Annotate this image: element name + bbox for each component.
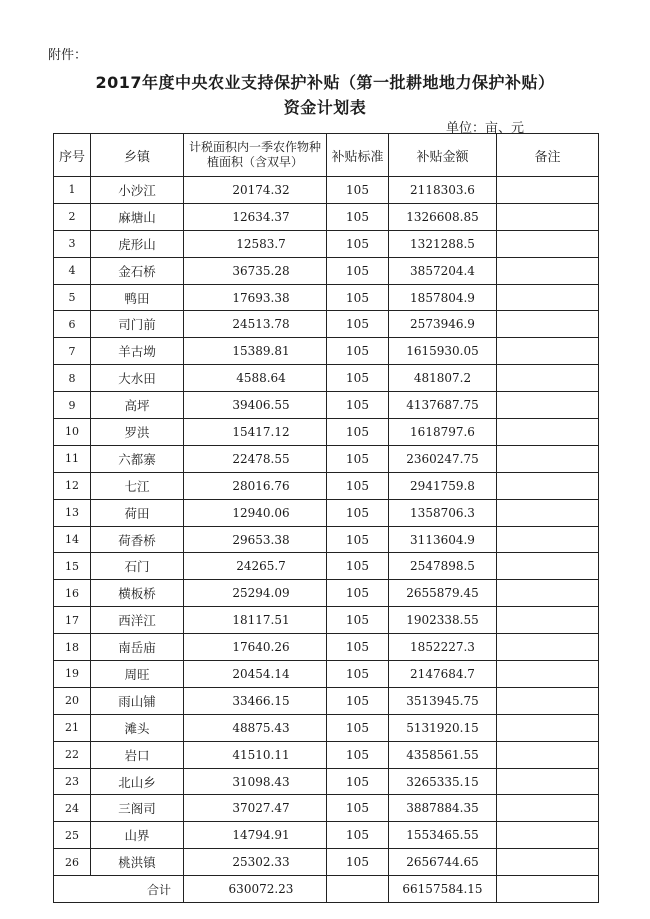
- cell-remark: [497, 392, 599, 419]
- cell-seq: 3: [54, 230, 91, 257]
- cell-amount: 2547898.5: [389, 553, 497, 580]
- cell-town: 鸭田: [91, 284, 184, 311]
- table-row: [54, 338, 599, 365]
- cell-area: 12634.37: [184, 203, 327, 230]
- table-row: [54, 768, 599, 795]
- table-row: [54, 714, 599, 741]
- cell-remark: [497, 714, 599, 741]
- cell-remark: [497, 741, 599, 768]
- cell-area: 12940.06: [184, 499, 327, 526]
- table-row: [54, 392, 599, 419]
- cell-town: 桃洪镇: [91, 849, 184, 876]
- cell-town: 三阁司: [91, 795, 184, 822]
- cell-remark: [497, 499, 599, 526]
- cell-amount: 3887884.35: [389, 795, 497, 822]
- cell-seq: 4: [54, 257, 91, 284]
- table-row: [54, 822, 599, 849]
- cell-town: 七江: [91, 472, 184, 499]
- cell-town: 大水田: [91, 365, 184, 392]
- cell-standard: 105: [327, 714, 389, 741]
- cell-amount: 1852227.3: [389, 634, 497, 661]
- cell-amount: 3265335.15: [389, 768, 497, 795]
- table-row: [54, 849, 599, 876]
- cell-town: 南岳庙: [91, 634, 184, 661]
- cell-standard: 105: [327, 177, 389, 204]
- cell-seq: 7: [54, 338, 91, 365]
- cell-seq: 22: [54, 741, 91, 768]
- cell-area: 31098.43: [184, 768, 327, 795]
- cell-town: 小沙江: [91, 177, 184, 204]
- cell-town: 高坪: [91, 392, 184, 419]
- cell-town: 山界: [91, 822, 184, 849]
- table-row: [54, 419, 599, 446]
- header-seq: 序号: [54, 134, 91, 177]
- cell-area: 12583.7: [184, 230, 327, 257]
- table-row: [54, 634, 599, 661]
- cell-seq: 19: [54, 661, 91, 688]
- cell-standard: 105: [327, 284, 389, 311]
- cell-amount: 2941759.8: [389, 472, 497, 499]
- cell-standard: 105: [327, 419, 389, 446]
- cell-remark: [497, 661, 599, 688]
- table-body: [54, 177, 599, 876]
- cell-seq: 23: [54, 768, 91, 795]
- table-row: [54, 203, 599, 230]
- cell-remark: [497, 687, 599, 714]
- cell-standard: 105: [327, 338, 389, 365]
- cell-town: 罗洪: [91, 419, 184, 446]
- cell-town: 北山乡: [91, 768, 184, 795]
- cell-standard: 105: [327, 553, 389, 580]
- cell-remark: [497, 311, 599, 338]
- cell-amount: 2118303.6: [389, 177, 497, 204]
- table-row: [54, 284, 599, 311]
- cell-seq: 5: [54, 284, 91, 311]
- cell-amount: 2656744.65: [389, 849, 497, 876]
- cell-remark: [497, 822, 599, 849]
- cell-standard: 105: [327, 526, 389, 553]
- header-area: 计税面积内一季农作物种植面积（含双早）: [184, 134, 327, 177]
- cell-remark: [497, 849, 599, 876]
- cell-town: 西洋江: [91, 607, 184, 634]
- cell-area: 17693.38: [184, 284, 327, 311]
- cell-remark: [497, 177, 599, 204]
- cell-remark: [497, 553, 599, 580]
- cell-town: 司门前: [91, 311, 184, 338]
- cell-remark: [497, 526, 599, 553]
- cell-town: 羊古坳: [91, 338, 184, 365]
- cell-standard: 105: [327, 607, 389, 634]
- cell-area: 24265.7: [184, 553, 327, 580]
- cell-seq: 13: [54, 499, 91, 526]
- cell-standard: 105: [327, 580, 389, 607]
- total-amount: 66157584.15: [389, 876, 497, 903]
- cell-amount: 1618797.6: [389, 419, 497, 446]
- total-area: 630072.23: [184, 876, 327, 903]
- table-header-row: [54, 134, 599, 177]
- cell-seq: 10: [54, 419, 91, 446]
- cell-standard: 105: [327, 822, 389, 849]
- cell-town: 荷香桥: [91, 526, 184, 553]
- cell-amount: 2655879.45: [389, 580, 497, 607]
- cell-standard: 105: [327, 499, 389, 526]
- cell-area: 4588.64: [184, 365, 327, 392]
- cell-standard: 105: [327, 634, 389, 661]
- cell-town: 石门: [91, 553, 184, 580]
- cell-remark: [497, 419, 599, 446]
- cell-amount: 1321288.5: [389, 230, 497, 257]
- cell-area: 20174.32: [184, 177, 327, 204]
- cell-remark: [497, 580, 599, 607]
- cell-area: 29653.38: [184, 526, 327, 553]
- cell-standard: 105: [327, 257, 389, 284]
- cell-amount: 3857204.4: [389, 257, 497, 284]
- cell-seq: 25: [54, 822, 91, 849]
- cell-amount: 3113604.9: [389, 526, 497, 553]
- unit-label: 单位：亩、元: [446, 121, 525, 136]
- cell-area: 17640.26: [184, 634, 327, 661]
- cell-town: 滩头: [91, 714, 184, 741]
- cell-amount: 5131920.15: [389, 714, 497, 741]
- table-row: [54, 687, 599, 714]
- cell-area: 22478.55: [184, 445, 327, 472]
- cell-remark: [497, 257, 599, 284]
- cell-area: 20454.14: [184, 661, 327, 688]
- cell-town: 横板桥: [91, 580, 184, 607]
- cell-remark: [497, 203, 599, 230]
- cell-amount: 2573946.9: [389, 311, 497, 338]
- cell-town: 虎形山: [91, 230, 184, 257]
- table-row: [54, 661, 599, 688]
- cell-area: 15389.81: [184, 338, 327, 365]
- cell-standard: 105: [327, 311, 389, 338]
- cell-remark: [497, 365, 599, 392]
- table-row: [54, 257, 599, 284]
- cell-amount: 1857804.9: [389, 284, 497, 311]
- table-row: [54, 741, 599, 768]
- table-row: [54, 311, 599, 338]
- cell-standard: 105: [327, 849, 389, 876]
- cell-seq: 18: [54, 634, 91, 661]
- subsidy-table: [53, 133, 599, 903]
- cell-area: 33466.15: [184, 687, 327, 714]
- cell-area: 37027.47: [184, 795, 327, 822]
- table-row: [54, 607, 599, 634]
- cell-amount: 481807.2: [389, 365, 497, 392]
- cell-amount: 1358706.3: [389, 499, 497, 526]
- cell-standard: 105: [327, 795, 389, 822]
- cell-standard: 105: [327, 445, 389, 472]
- document-subtitle: 资金计划表: [283, 98, 367, 117]
- table-row: [54, 472, 599, 499]
- cell-amount: 1615930.05: [389, 338, 497, 365]
- header-amount: 补贴金额: [389, 134, 497, 177]
- table-row: [54, 177, 599, 204]
- cell-standard: 105: [327, 203, 389, 230]
- table-row: [54, 365, 599, 392]
- cell-town: 六都寨: [91, 445, 184, 472]
- cell-standard: 105: [327, 741, 389, 768]
- cell-area: 14794.91: [184, 822, 327, 849]
- cell-remark: [497, 472, 599, 499]
- cell-seq: 1: [54, 177, 91, 204]
- cell-area: 18117.51: [184, 607, 327, 634]
- cell-amount: 1902338.55: [389, 607, 497, 634]
- table-row: [54, 230, 599, 257]
- cell-area: 24513.78: [184, 311, 327, 338]
- cell-seq: 6: [54, 311, 91, 338]
- cell-amount: 1553465.55: [389, 822, 497, 849]
- cell-remark: [497, 284, 599, 311]
- cell-area: 25294.09: [184, 580, 327, 607]
- cell-remark: [497, 445, 599, 472]
- cell-town: 荷田: [91, 499, 184, 526]
- cell-seq: 15: [54, 553, 91, 580]
- cell-seq: 14: [54, 526, 91, 553]
- cell-amount: 4358561.55: [389, 741, 497, 768]
- attachment-label: 附件：: [48, 48, 88, 63]
- cell-seq: 2: [54, 203, 91, 230]
- cell-seq: 16: [54, 580, 91, 607]
- header-remark: 备注: [497, 134, 599, 177]
- cell-area: 25302.33: [184, 849, 327, 876]
- cell-seq: 17: [54, 607, 91, 634]
- cell-standard: 105: [327, 230, 389, 257]
- cell-area: 41510.11: [184, 741, 327, 768]
- total-row: [54, 876, 599, 903]
- cell-standard: 105: [327, 365, 389, 392]
- cell-remark: [497, 607, 599, 634]
- cell-standard: 105: [327, 768, 389, 795]
- cell-standard: 105: [327, 392, 389, 419]
- cell-town: 金石桥: [91, 257, 184, 284]
- cell-amount: 1326608.85: [389, 203, 497, 230]
- cell-standard: 105: [327, 687, 389, 714]
- cell-seq: 9: [54, 392, 91, 419]
- document-title: 2017年度中央农业支持保护补贴（第一批耕地地力保护补贴）: [95, 73, 555, 92]
- cell-remark: [497, 338, 599, 365]
- cell-town: 周旺: [91, 661, 184, 688]
- cell-area: 39406.55: [184, 392, 327, 419]
- table-row: [54, 580, 599, 607]
- cell-town: 岩口: [91, 741, 184, 768]
- total-label: 合计: [54, 876, 184, 903]
- cell-town: 麻塘山: [91, 203, 184, 230]
- total-standard: [327, 876, 389, 903]
- table-row: [54, 499, 599, 526]
- cell-amount: 2360247.75: [389, 445, 497, 472]
- cell-area: 28016.76: [184, 472, 327, 499]
- cell-seq: 12: [54, 472, 91, 499]
- cell-seq: 20: [54, 687, 91, 714]
- header-town: 乡镇: [91, 134, 184, 177]
- table-row: [54, 553, 599, 580]
- cell-seq: 24: [54, 795, 91, 822]
- table-row: [54, 445, 599, 472]
- cell-seq: 21: [54, 714, 91, 741]
- cell-area: 15417.12: [184, 419, 327, 446]
- cell-remark: [497, 230, 599, 257]
- table-row: [54, 526, 599, 553]
- total-remark: [497, 876, 599, 903]
- cell-seq: 8: [54, 365, 91, 392]
- cell-seq: 26: [54, 849, 91, 876]
- cell-seq: 11: [54, 445, 91, 472]
- cell-standard: 105: [327, 661, 389, 688]
- cell-amount: 2147684.7: [389, 661, 497, 688]
- cell-remark: [497, 795, 599, 822]
- header-standard: 补贴标准: [327, 134, 389, 177]
- cell-remark: [497, 634, 599, 661]
- cell-amount: 3513945.75: [389, 687, 497, 714]
- table-row: [54, 795, 599, 822]
- cell-area: 36735.28: [184, 257, 327, 284]
- cell-remark: [497, 768, 599, 795]
- cell-area: 48875.43: [184, 714, 327, 741]
- cell-amount: 4137687.75: [389, 392, 497, 419]
- cell-standard: 105: [327, 472, 389, 499]
- cell-town: 雨山铺: [91, 687, 184, 714]
